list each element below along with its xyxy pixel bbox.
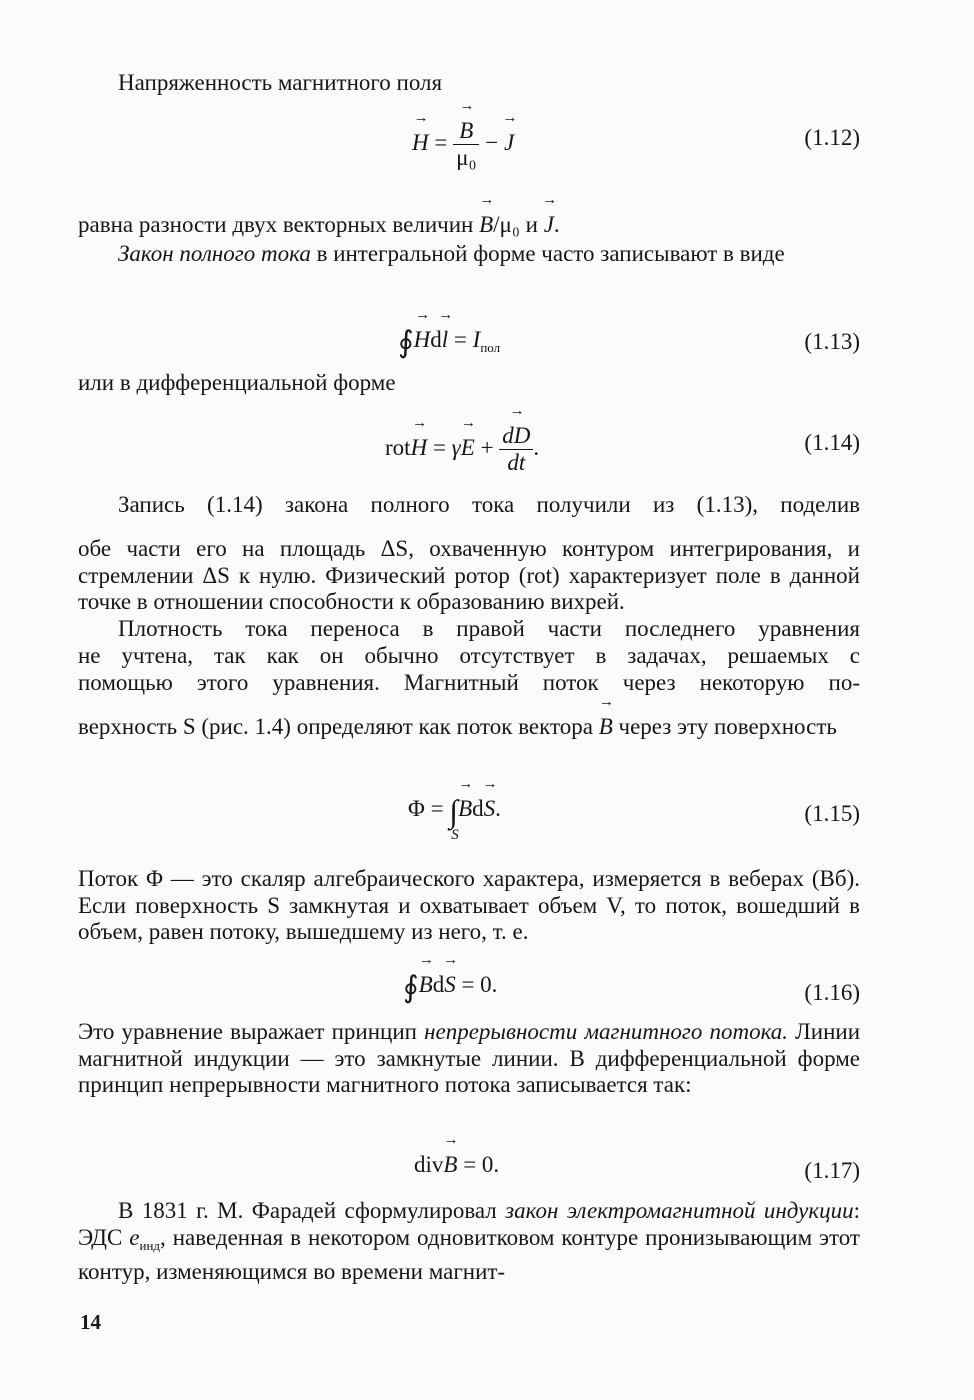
equation-number-1-14: (1.14)	[804, 430, 860, 455]
equation-1-12: → H = → $\frac{B}{\text{μ₀}}$ − → J	[412, 118, 514, 171]
paragraph-difference: равна разности двух векторных величин → B/μ₀ и → J.	[78, 212, 860, 239]
paragraph-current-line1: Плотность тока переноса в правой части последнего уравнения	[118, 616, 860, 641]
paragraph-flux: Поток Φ — это скаляр алгебраического характера, измеряется в веберах (Вб). Если поверхность S замкнутая и охватывает объем V, то поток, вошедший в объем, равен потоку, вышедшему из него, т. е.	[78, 866, 860, 944]
paragraph-record-line1: Запись (1.14) закона полного тока получили из (1.13), поделив	[118, 492, 860, 517]
equation-number-1-13: (1.13)	[804, 329, 860, 354]
paragraph-current-body: верхность S (рис. 1.4) определяют как поток вектора → B через эту поверхность	[78, 714, 860, 741]
equation-1-14: rot→ H = γ→ E + → $\frac{dD}{dt}$ .	[385, 423, 539, 476]
equation-1-15: Φ = ∫ S → Bd→ S.	[408, 793, 501, 830]
page-number: 14	[80, 1310, 101, 1334]
equation-number-1-16: (1.16)	[804, 980, 860, 1005]
paragraph-current-line2: не учтена, так как он обычно отсутствует в задачах, решаемых с	[78, 643, 860, 668]
paragraph-law-total-current: Закон полного тока в интегральной форме часто записывают в виде	[118, 241, 785, 266]
equation-1-16: ∮→ Bd→ S = 0.	[403, 970, 497, 1005]
paragraph-differential-form: или в дифференциальной форме	[78, 370, 396, 395]
equation-number-1-15: (1.15)	[804, 801, 860, 826]
paragraph-continuity: Это уравнение выражает принцип непрерывности магнитного потока. Линии магнитной индукции — это замкнутые линии. В дифференциальной форме принцип непрерывности магнитного потока записывается так:	[78, 1019, 861, 1097]
paragraph-record-body: обе части его на площадь ΔS, охваченную контуром интегрирования, и стремлении ΔS к нулю. Физический ротор (rot) характеризует поле в данной точке в отношении способности к образованию вихрей.	[78, 536, 860, 614]
equation-1-17: div→ B = 0.	[414, 1152, 499, 1178]
paragraph-intro: Напряженность магнитного поля	[118, 70, 443, 95]
equation-number-1-12: (1.12)	[804, 125, 860, 150]
paragraph-faraday: В 1831 г. М. Фарадей сформулировал закон электромагнитной индукции: ЭДС $e_{инд}$, наведенная в некотором одновитковом контуре пронизывающим этот контур, изменяющимся во времени магнит-	[78, 1198, 860, 1284]
paragraph-current-line3: помощью этого уравнения. Магнитный поток через некоторую по-	[78, 670, 860, 695]
equation-1-13: ∮→ $Hd\to l = I_{пол}$	[398, 325, 500, 360]
equation-number-1-17: (1.17)	[804, 1158, 860, 1183]
